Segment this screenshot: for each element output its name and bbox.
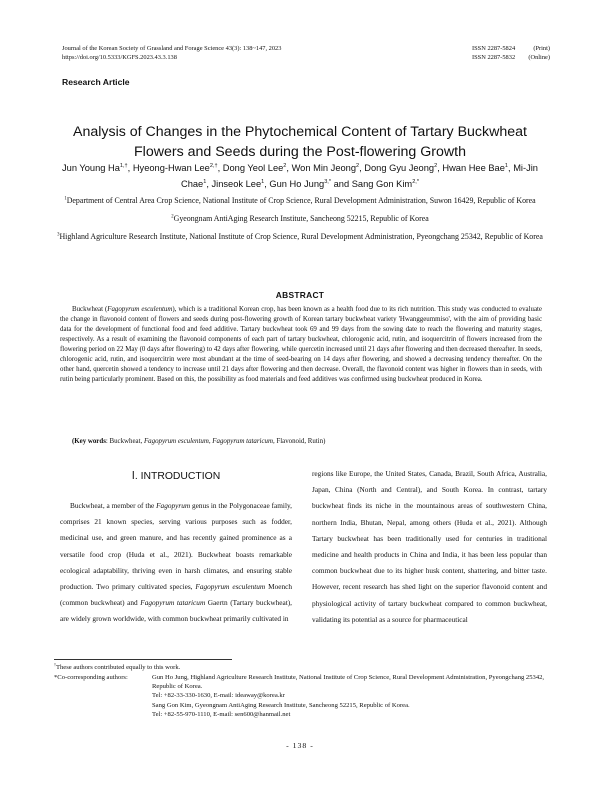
- author-affiliation-mark: 2: [434, 162, 438, 169]
- author-separator: ,: [264, 179, 270, 189]
- intro-left-sp1: Fagopyrum esculentum: [195, 582, 266, 592]
- author-separator: ,: [217, 163, 223, 173]
- article-type: Research Article: [62, 77, 130, 87]
- doi-link[interactable]: https://doi.org/10.5333/KGFS.2023.43.3.138: [62, 54, 177, 61]
- affiliation-number: 1: [64, 196, 67, 202]
- intro-right-text: regions like Europe, the United States, Canada, Brazil, South Africa, Australia, Japan, China (North and Central), and South Korea. In contrast, tartary buckwheat finds its niche in the mountainous areas of southwestern China, northern India, Bhutan, Nepal, among others (Huda et al., 2021). Although Tartary buckwheat has been traditionally used for centuries in traditional medicine and health products in China and India, it has been less popular than common buckwheat due to its higher husk content, shattering, and bitter taste. However, recent research has shed light on the superior flavonoid content and physiological activity of tartary buckwheat compared to common buckwheat, validating its potential as a source for pharmaceutical: [312, 469, 547, 624]
- title-line-1: Analysis of Changes in the Phytochemical Content of Tartary Buckwheat: [73, 124, 527, 140]
- page-number: - 138 -: [286, 741, 314, 750]
- journal-citation: Journal of the Korean Society of Grassland and Forage Science 43(3): 138~147, 2023: [62, 45, 282, 52]
- paper-title: [40, 122, 560, 162]
- keywords: [72, 437, 542, 447]
- author-separator: ,: [508, 163, 514, 173]
- author-name: Hwan Hee Bae: [442, 163, 505, 173]
- corresponding-label: *Co-corresponding authors:: [54, 674, 128, 681]
- author-separator: ,: [206, 179, 212, 189]
- author-name: Jun Young Ha: [62, 163, 120, 173]
- author-affiliation-mark: 3,*: [324, 178, 332, 185]
- author-affiliation-mark: 2: [283, 162, 287, 169]
- intro-left-s4: Gaertn (Tartary buckwheat), are widely grown worldwide, with common buckwheat primarily cultivated in: [60, 598, 293, 624]
- intro-left-column: [60, 466, 292, 628]
- abstract-part-1: Buckwheat (: [72, 306, 108, 313]
- author-name: Jinseok Lee: [211, 179, 262, 189]
- affiliation: [50, 194, 550, 208]
- footnote-divider: [54, 659, 232, 660]
- keywords-label: (Key words: [72, 438, 106, 445]
- author-affiliation-mark: 2,†: [209, 162, 218, 169]
- author-name: Dong Gyu Jeong: [364, 163, 435, 173]
- keyword-species: Fagopyrum esculentum, Fagopyrum tataricum,: [143, 438, 275, 445]
- abstract-species: Fagopyrum esculentum: [107, 306, 173, 313]
- keyword-buckwheat: Buckwheat,: [109, 438, 144, 445]
- equal-contribution-text: These authors contributed equally to this work.: [55, 664, 181, 671]
- corresponding-1-contact: Tel: +82-33-330-1630, E-mail: ideaway@korea.kr: [152, 692, 285, 700]
- issn-online: [472, 53, 550, 62]
- affiliation-number: 2: [171, 214, 174, 220]
- author-affiliation-mark: 1: [203, 178, 207, 185]
- intro-left-genus: Fagopyrum: [156, 501, 191, 510]
- author-name: Gun Ho Jung: [269, 179, 325, 189]
- issn-print-type: (Print): [533, 45, 550, 52]
- intro-left-s1: Buckwheat, a member of the: [70, 501, 157, 510]
- affiliation-text: Department of Central Area Crop Science, National Institute of Crop Science, Rural Development Administration, Suwon 16429, Republic of Korea: [66, 196, 536, 205]
- affiliation-text: Gyeongnam AntiAging Research Institute, Sancheong 52215, Republic of Korea: [173, 214, 429, 223]
- issn-online-number: ISSN 2287-5832: [472, 54, 516, 61]
- intro-heading: Ⅰ. INTRODUCTION: [131, 471, 221, 482]
- author-list: [56, 160, 544, 192]
- author-name: Won Min Jeong: [291, 163, 357, 173]
- issn-print-number: ISSN 2287-5824: [472, 45, 516, 52]
- intro-left-text: [60, 498, 292, 628]
- author-separator: and: [331, 179, 352, 189]
- intro-left-sp2: Fagopyrum tataricum: [140, 598, 206, 608]
- issn-print: [472, 44, 550, 53]
- author-separator: ,: [127, 163, 133, 173]
- corresponding-2-contact: Tel: +82-55-970-1110, E-mail: sen600@hanmail.net: [152, 710, 291, 718]
- title-line-2: Flowers and Seeds during the Post-flowering Growth: [134, 144, 466, 160]
- author-affiliation-mark: 1: [261, 178, 265, 185]
- intro-left-s2: genus in the Polygonaceae family, comprises 21 known species, serving various purposes such as fodder, medicinal use, and green manure, and has recently gained prominence as a versatile food crop (Huda et al., 2021). Buckwheat boasts remarkable ecological adaptability, thriving even in harsh climates, and ensuring stable production. Two primary cultivated species,: [60, 501, 292, 592]
- abstract-part-2: ), which is a traditional Korean crop, has been known as a health food due to its rich nutrition. This study was conducted to evaluate the change in flavonoid content of flowers and seeds during post-flowering growth of Korean tartary buckwheat variety 'Hwanggeummiso', with the aim of providing basic data for the development of functional food and feed additive. Tartary buckwheat took 69 and 99 days from the sowing date to reach the flowering and maturity stages, respectively. As a result of examining the flavonoid components of each part of tartary buckwheat, chlorogenic acid, rutin, and isoquercitrin of flowers increased from the flowering period on 22 May (0 days after flowering) to 42 days after flowering, while quercetin increased until 21 days after flowering and then decreased thereafter. In seeds, chlorogenic acid, rutin, and isoquercitrin were most abundant at the time of seed-bearing on 14 days after flowering, and showed a decreasing tendency thereafter. On the other hand, quercetin showed a tendency to increase until 21 days after flowering and then decrease. Overall, the flavonoid content was higher in flowers than in seeds, with rutin being particularly prominent. Based on this, the possibility as food materials and feed additives was confirmed using buckwheat produced in Korea.: [60, 306, 542, 383]
- affiliation-number: 3: [57, 232, 60, 238]
- author-affiliation-mark: 2: [356, 162, 360, 169]
- author-affiliation-mark: 2,*: [412, 178, 420, 185]
- issn-online-type: (Online): [528, 54, 550, 61]
- affiliation: [50, 212, 550, 226]
- intro-right-column: [312, 466, 547, 628]
- author-separator: ,: [359, 163, 365, 173]
- affiliation-text: Highland Agriculture Research Institute, National Institute of Crop Science, Rural Development Administration, Pyeongchang 25342, Republic of Korea: [59, 232, 543, 241]
- corresponding-1-affil: Gun Ho Jung, Highland Agriculture Research Institute, National Institute of Crop Science, Rural Development Administration, Pyeongchang 25342, Republic of Korea.: [152, 674, 545, 691]
- keyword-rest: Flavonoid, Rutin): [274, 438, 326, 445]
- author-affiliation-mark: 1: [504, 162, 509, 169]
- abstract-text: [60, 305, 542, 385]
- dagger-mark: †: [54, 661, 56, 667]
- intro-left-s3: Moench (common buckwheat) and: [60, 582, 292, 608]
- issn-block: [472, 44, 550, 62]
- author-name: Mi-Jin Chae: [180, 163, 538, 189]
- affiliation-list: [50, 194, 550, 248]
- equal-contribution-note: [54, 663, 180, 672]
- corresponding-2-affil: Sang Gon Kim, Gyeongnam AntiAging Research Institute, Sancheong 52215, Republic of Korea.: [152, 701, 410, 709]
- author-name: Dong Yeol Lee: [222, 163, 284, 173]
- affiliation: [50, 230, 550, 244]
- journal-header: [62, 44, 281, 62]
- author-separator: ,: [286, 163, 292, 173]
- author-name: Sang Gon Kim: [351, 179, 413, 189]
- author-separator: ,: [437, 163, 443, 173]
- corresponding-authors-note: [54, 673, 552, 719]
- author-affiliation-mark: 1,†: [119, 162, 128, 169]
- keywords-colon: :: [105, 438, 110, 445]
- abstract-heading: ABSTRACT: [275, 290, 325, 300]
- author-name: Hyeong-Hwan Lee: [132, 163, 210, 173]
